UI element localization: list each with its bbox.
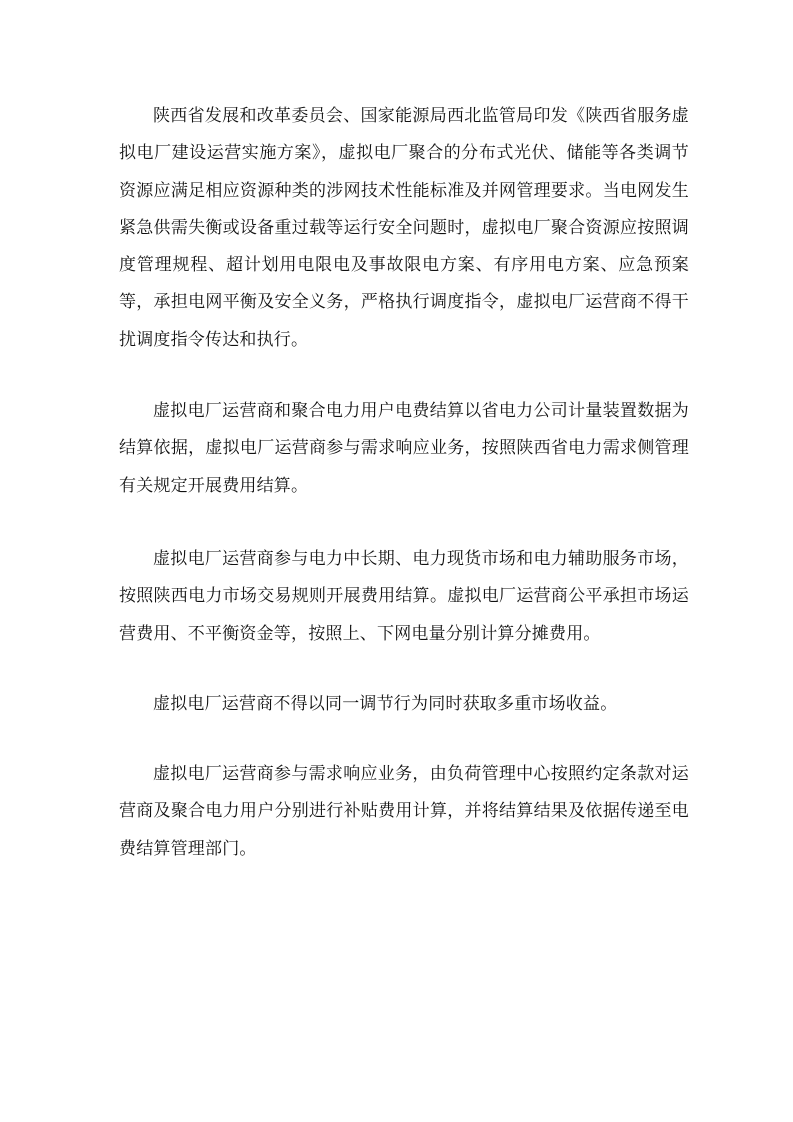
paragraph-2: 虚拟电厂运营商和聚合电力用户电费结算以省电力公司计量装置数据为结算依据，虚拟电厂运营商参与需求响应业务，按照陕西省电力需求侧管理有关规定开展费用结算。: [119, 401, 689, 496]
paragraph-3: 虚拟电厂运营商参与电力中长期、电力现货市场和电力辅助服务市场，按照陕西电力市场交易规则开展费用结算。虚拟电厂运营商公平承担市场运营费用、不平衡资金等，按照上、下网电量分别计算分摊费用。: [119, 548, 689, 644]
document-body: [119, 98, 689, 868]
paragraph-1: 陕西省发展和改革委员会、国家能源局西北监管局印发《陕西省服务虚拟电厂建设运营实施方案》，虚拟电厂聚合的分布式光伏、储能等各类调节资源应满足相应资源种类的涉网技术性能标准及并网管理要求。当电网发生紧急供需失衡或设备重过载等运行安全问题时，虚拟电厂聚合资源应按照调度管理规程、超计划用电限电及事故限电方案、有序用电方案、应急预案等，承担电网平衡及安全义务，严格执行调度指令，虚拟电厂运营商不得干扰调度指令传达和执行。: [119, 106, 689, 350]
paragraph-5: 虚拟电厂运营商参与需求响应业务，由负荷管理中心按照约定条款对运营商及聚合电力用户分别进行补贴费用计算，并将结算结果及依据传递至电费结算管理部门。: [119, 764, 689, 859]
paragraph-4: 虚拟电厂运营商不得以同一调节行为同时获取多重市场收益。: [153, 693, 618, 714]
